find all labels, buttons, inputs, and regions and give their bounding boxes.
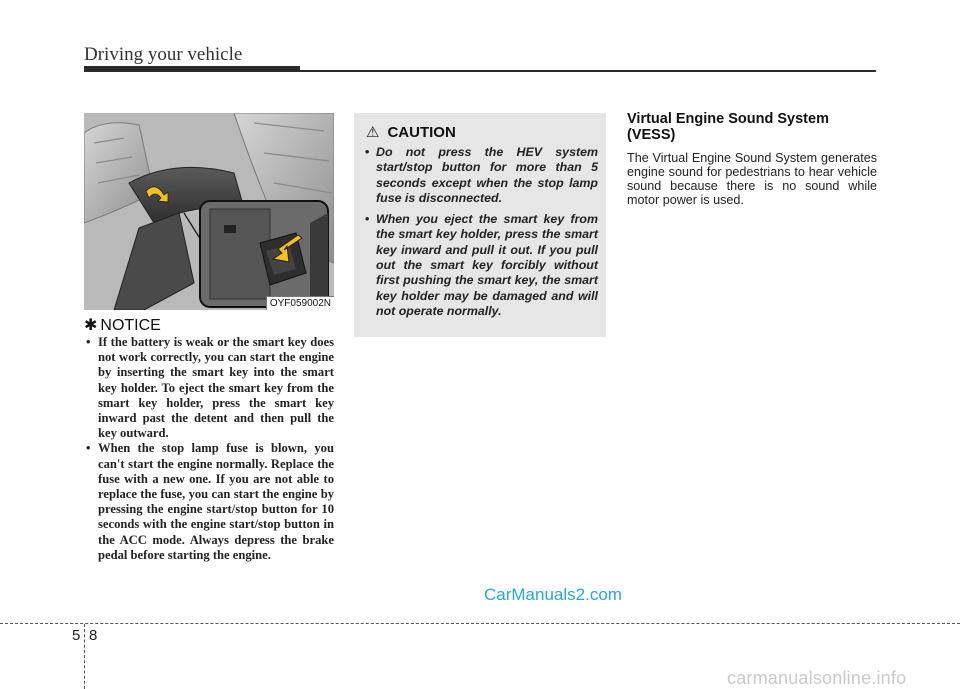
notice-list [84, 335, 334, 563]
notice-heading-text: NOTICE [100, 317, 161, 334]
section-title: Virtual Engine Sound System (VESS) [627, 111, 829, 143]
warning-triangle-icon: ⚠ [366, 124, 380, 141]
page-header-title: Driving your vehicle [84, 44, 243, 65]
illustration-drawing [84, 113, 334, 310]
asterisk-cross-icon: ✱ [84, 317, 98, 334]
header-rule-thick [84, 66, 300, 72]
site-watermark: carmanualsonline.info [727, 668, 907, 688]
page-number: 8 [89, 627, 98, 644]
notice-item: • When the stop lamp fuse is blown, you can't start the engine normally. Replace the fuse with a new one. If you are not able to replace the fuse, you can start the engine by pressing the engine start/stop button for 10 seconds with the engine start/stop button in the ACC mode. Always depress the brake pedal before starting the engine. [84, 441, 334, 563]
header-rule-thin [300, 70, 876, 72]
smart-key-holder-illustration [84, 113, 334, 310]
footer-rule [0, 623, 960, 624]
caution-list [364, 145, 598, 325]
caution-box [354, 113, 606, 337]
caution-item: • Do not press the HEV system start/stop button for more than 5 seconds except when the stop lamp fuse is disconnected. [364, 145, 598, 206]
notice-heading [84, 315, 161, 335]
footer-divider [84, 624, 85, 689]
caution-item: • When you eject the smart key from the smart key holder, press the smart key inward and pull it out. If you pull out the smart key forcibly without first pushing the smart key, the smart key holder may be damaged and will not operate normally. [364, 212, 598, 319]
chapter-number: 5 [72, 627, 81, 644]
caution-heading [366, 123, 456, 141]
figure-code: OYF059002N [266, 296, 334, 310]
watermark-link[interactable]: CarManuals2.com [484, 585, 622, 604]
caution-heading-text: CAUTION [387, 123, 456, 141]
notice-item: • If the battery is weak or the smart key does not work correctly, you can start the engine by inserting the smart key into the smart key holder. To eject the smart key from the smart key holder, press the smart key inward past the detent and then pull the key outward. [84, 335, 334, 441]
section-body: The Virtual Engine Sound System generates engine sound for pedestrians to hear vehicle sound because there is no sound while motor power is used. [627, 151, 877, 207]
